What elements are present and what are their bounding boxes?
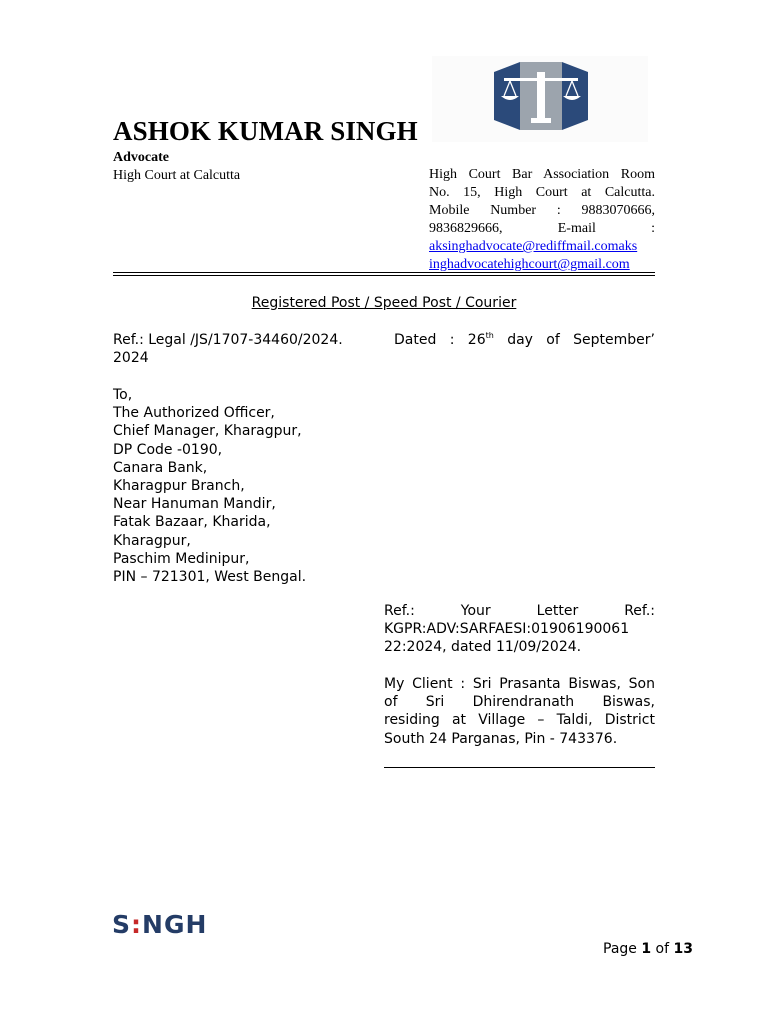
header-divider bbox=[113, 272, 655, 273]
email-link[interactable]: inghadvocatehighcourt@gmail.com bbox=[429, 257, 630, 272]
client-details bbox=[384, 675, 655, 748]
page-number: Page 1 of 13 bbox=[603, 941, 693, 957]
client-text-line: residing at Village – Taldi, District bbox=[384, 712, 655, 729]
recipient-address bbox=[113, 386, 306, 586]
recipient-line: Kharagpur, bbox=[113, 532, 191, 549]
recipient-line: DP Code -0190, bbox=[113, 441, 223, 458]
recipient-line: The Authorized Officer, bbox=[113, 405, 275, 422]
reference-text-line: 22:2024, dated 11/09/2024. bbox=[384, 639, 582, 656]
advocate-name: ASHOK KUMAR SINGH bbox=[113, 116, 418, 146]
your-letter-reference bbox=[384, 602, 655, 657]
recipient-line: PIN – 721301, West Bengal. bbox=[113, 569, 307, 586]
recipient-line: Paschim Medinipur, bbox=[113, 550, 250, 567]
recipient-line: Kharagpur Branch, bbox=[113, 478, 245, 495]
scales-of-justice-icon bbox=[490, 58, 592, 134]
recipient-line: Near Hanuman Mandir, bbox=[113, 496, 276, 513]
client-text-line: My Client : Sri Prasanta Biswas, Son bbox=[384, 676, 655, 692]
header-divider bbox=[113, 275, 655, 276]
reference-number: Ref.: Legal /JS/1707-34460/2024. bbox=[113, 332, 343, 348]
reference-text-line: KGPR:ADV:SARFAESI:01906190061 bbox=[384, 621, 630, 638]
client-text-line: of Sri Dhirendranath Biswas, bbox=[384, 694, 655, 711]
footer-logo: S:NGH bbox=[112, 910, 208, 939]
address-line: 9836829666, E-mail : bbox=[429, 221, 655, 236]
subject-divider bbox=[384, 767, 655, 768]
recipient-line: To, bbox=[113, 387, 133, 403]
address-line: High Court Bar Association Room bbox=[429, 167, 655, 182]
address-line: Mobile Number : 9883070666, bbox=[429, 203, 655, 218]
recipient-line: Fatak Bazaar, Kharida, bbox=[113, 514, 271, 531]
recipient-line: Canara Bank, bbox=[113, 459, 208, 476]
email-link[interactable]: aksinghadvocate@rediffmail.comaks bbox=[429, 239, 638, 254]
letter-date: Dated : 26th day of September’ bbox=[394, 331, 655, 348]
client-text-line: South 24 Parganas, Pin - 743376. bbox=[384, 730, 618, 747]
address-line: No. 15, High Court at Calcutta. bbox=[429, 185, 655, 200]
professional-title: Advocate bbox=[113, 150, 169, 165]
contact-address bbox=[429, 166, 655, 274]
letter-date-year: 2024 bbox=[113, 350, 149, 366]
recipient-line: Chief Manager, Kharagpur, bbox=[113, 423, 302, 440]
reference-text-line: Ref.: Your Letter Ref.: bbox=[384, 603, 655, 619]
court-name: High Court at Calcutta bbox=[113, 168, 241, 183]
dispatch-mode-heading: Registered Post / Speed Post / Courier bbox=[251, 295, 517, 311]
